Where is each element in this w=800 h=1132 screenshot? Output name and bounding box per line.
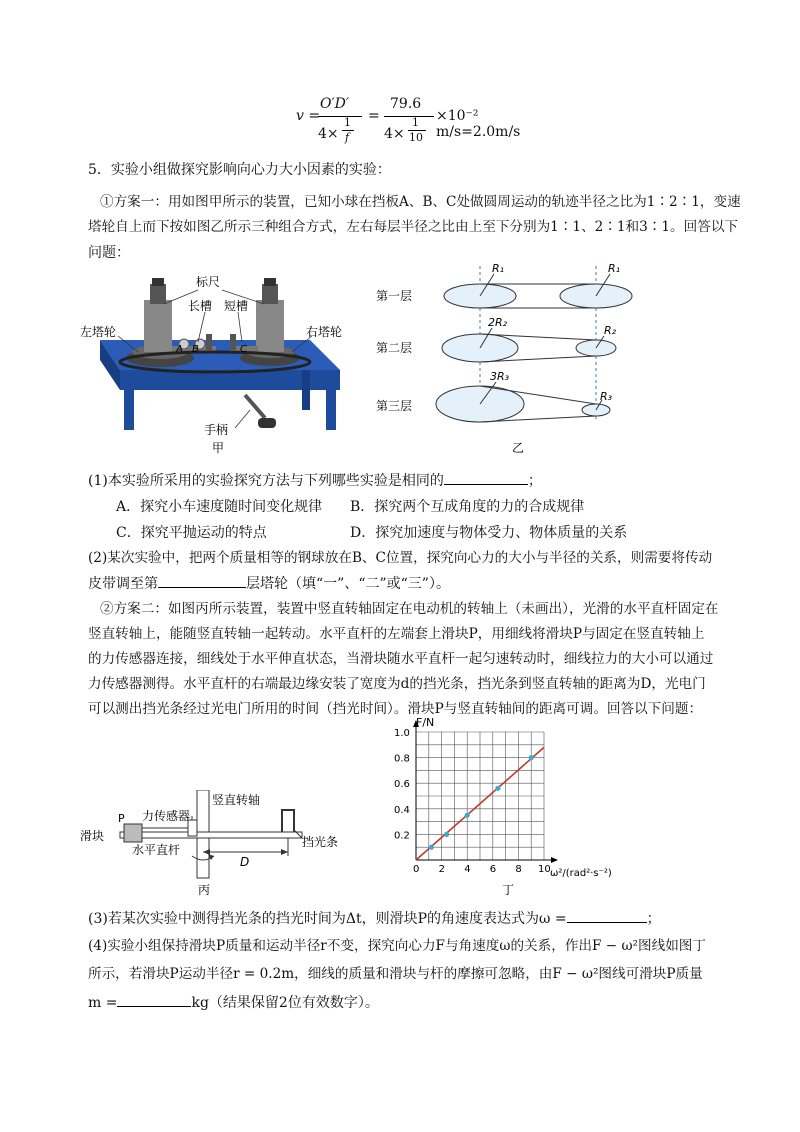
partition-right — [230, 334, 236, 350]
q5-p2-line4: 力传感器测得。水平直杆的右端最边缘安装了宽度为d的挡光条，挡光条到竖直转轴的距离为D，光电门 — [88, 676, 706, 692]
apparatus-leg-back — [302, 370, 310, 410]
formula-den1-den: f — [345, 131, 350, 144]
data-point-2 — [444, 832, 449, 837]
leader-duancao — [238, 312, 242, 342]
x-axis-arrow — [551, 857, 558, 863]
option-A[interactable]: A．探究小车速度随时间变化规律 — [116, 499, 323, 515]
label-lichuanganqi: 力传感器 — [142, 809, 191, 823]
chart-axes — [413, 720, 558, 863]
light-blocker — [282, 810, 294, 832]
partition — [206, 334, 212, 350]
q5-s2-text-b: 层塔轮（填“一”、“二”或“三”）。 — [246, 576, 450, 592]
label-D: D — [240, 855, 250, 869]
formula-den1-num: 1 — [344, 116, 351, 129]
label-layer2: 第二层 — [376, 341, 413, 355]
apparatus-leg-right — [326, 390, 336, 430]
label-layer3: 第三层 — [376, 399, 413, 413]
figure-jia — [80, 270, 370, 460]
horizontal-rod — [120, 832, 302, 838]
formula-lhs: v = — [296, 108, 321, 124]
caption-jia: 甲 — [212, 441, 225, 455]
caption-bing: 丙 — [198, 883, 211, 897]
formula-num1: O′D′ — [320, 96, 350, 112]
q5-s1 — [88, 470, 542, 491]
option-D[interactable]: D．探究加速度与物体受力、物体质量的关系 — [350, 525, 628, 541]
crank-handle — [258, 418, 276, 428]
chart-caption: 丁 — [502, 883, 515, 897]
figure-ding-chart — [380, 712, 640, 900]
q5-p2-line2: 竖直转轴上，能随竖直转轴一起转动。水平直杆的左端套上滑块P，用细线将滑块P与固定在竖直转轴上 — [88, 626, 705, 642]
formula-num2: 79.6 — [390, 96, 422, 112]
formula — [296, 96, 556, 150]
caption-yi: 乙 — [512, 441, 525, 455]
q5-p2-line5: 可以测出挡光条经过光电门所用的时间（挡光时间）。滑块P与竖直转轴间的距离可调。回答以下问题： — [88, 701, 703, 717]
right-column — [256, 300, 284, 352]
x-tick-label-8: 8 — [515, 864, 522, 875]
slider-P — [124, 824, 142, 842]
data-point-5 — [529, 755, 534, 760]
label-duancao: 短槽 — [224, 299, 249, 313]
q5-s2-line2 — [88, 573, 450, 594]
q5-s3-end: ； — [646, 911, 661, 927]
label-r1-left: R₁ — [492, 262, 505, 275]
left-scale-cap — [152, 278, 164, 286]
q5-s2-line1: (2)某次实验中，把两个质量相等的钢球放在B、C位置，探究向心力的大小与半径的关系，则需要将传动 — [88, 550, 713, 566]
formula-bar1 — [318, 116, 362, 117]
x-tick-label-0: 0 — [413, 864, 420, 875]
chart-ylabel: F/N — [416, 716, 435, 729]
answer-blank-1[interactable] — [444, 470, 528, 485]
label-shuiping: 水平直杆 — [132, 843, 181, 857]
option-C[interactable]: C．探究平抛运动的特点 — [116, 525, 267, 541]
label-r3-right: R₃ — [600, 390, 613, 403]
q5-s2-text-a: 皮带调至第 — [88, 576, 158, 592]
answer-blank-2[interactable] — [158, 573, 246, 588]
crank-shaft — [245, 395, 265, 418]
label-B: B — [192, 344, 199, 355]
formula-tail: ×10⁻² m/s=2.0m/s — [436, 108, 521, 140]
q5-p2-line3: 的力传感器连接，细线处于水平伸直状态，当滑块随水平直杆一起匀速转动时，细线拉力的大小可以通过 — [88, 651, 714, 667]
q5-s3 — [88, 908, 661, 929]
chart-grid — [416, 732, 544, 860]
leader-shoubing — [235, 410, 250, 428]
formula-den1: 4× — [318, 126, 339, 142]
label-huakuai: 滑块 — [80, 829, 105, 843]
label-P: P — [118, 812, 125, 825]
answer-blank-4[interactable] — [117, 992, 191, 1007]
q5-p1-line1: ①方案一：用如图甲所示的装置，已知小球在挡板A、B、C处做圆周运动的轨迹半径之比为1∶2∶1，变速 — [100, 194, 741, 210]
label-3r3: 3R₃ — [490, 370, 510, 383]
data-point-1 — [429, 845, 434, 850]
label-zuotalun: 左塔轮 — [80, 325, 117, 339]
q5-s4-line1: (4)实验小组保持滑块P质量和运动半径r不变，探究向心力F与角速度ω的关系，作出F − ω²图线如图丁 — [88, 938, 706, 954]
data-point-3 — [465, 813, 470, 818]
q5-s4-text-a: m = — [88, 995, 118, 1011]
label-layer1: 第一层 — [376, 289, 413, 303]
figure-bing — [80, 790, 370, 900]
x-tick-label-2: 2 — [438, 864, 445, 875]
label-dangguang: 挡光条 — [302, 835, 339, 849]
formula-bar2 — [384, 116, 434, 117]
q5-s4-line3 — [88, 992, 379, 1013]
dimension-D-arrow-r — [281, 849, 288, 855]
x-tick-label-4: 4 — [464, 864, 471, 875]
label-shoubing: 手柄 — [204, 423, 229, 437]
label-youtalun: 右塔轮 — [306, 325, 343, 339]
label-shuzhi: 竖直转轴 — [212, 793, 261, 807]
q5-s4-line2: 所示，若滑块P运动半径r = 0.2m，细线的质量和滑块与杆的摩擦可忽略，由F − ω²图线可滑块P质量 — [88, 966, 703, 982]
label-A: A — [176, 344, 183, 355]
label-changcao: 长槽 — [188, 299, 213, 313]
data-point-4 — [495, 786, 500, 791]
label-r2-right: R₂ — [604, 324, 617, 337]
q5-s1-end: ； — [527, 473, 542, 489]
leader-changcao — [198, 312, 205, 342]
formula-den2-den: 10 — [409, 131, 423, 144]
y-tick-label-1.0: 1.0 — [394, 728, 410, 739]
label-2r2: 2R₂ — [488, 316, 508, 329]
q5-p1-line2: 塔轮自上而下按如图乙所示三种组合方式，左右每层半径之比由上至下分别为1∶1、2∶1和3∶1。回答以下 — [88, 219, 739, 235]
q5-title: 5．实验小组做探究影响向心力大小因素的实验： — [88, 162, 391, 178]
answer-blank-3[interactable] — [567, 908, 647, 923]
label-r1-right: R₁ — [608, 262, 621, 275]
formula-den2-num: 1 — [412, 116, 419, 129]
figure-yi — [370, 262, 660, 462]
left-column — [144, 300, 172, 352]
x-tick-label-6: 6 — [489, 864, 497, 875]
option-B[interactable]: B．探究两个互成角度的力的合成规律 — [350, 499, 585, 515]
chart-ticks — [394, 728, 551, 875]
formula-eq: = — [368, 108, 380, 124]
label-biaochi: 标尺 — [196, 275, 221, 289]
y-tick-label-0.6: 0.6 — [394, 779, 410, 791]
formula-den2: 4× — [384, 126, 405, 142]
q5-p2-line1: ②方案二：如图丙所示装置，装置中竖直转轴固定在电动机的转轴上（未画出），光滑的水平直杆固定在 — [100, 601, 719, 617]
y-tick-label-0.4: 0.4 — [394, 804, 410, 816]
q5-s4-text-b: kg（结果保留2位有效数字）。 — [191, 995, 379, 1011]
chart-xlabel: ω²/(rad²·s⁻²) — [550, 868, 612, 879]
q5-s1-text: (1)本实验所采用的实验探究方法与下列哪些实验是相同的 — [88, 473, 444, 489]
right-scale-cap — [264, 278, 276, 286]
y-tick-label-0.2: 0.2 — [394, 830, 410, 842]
right-scale — [262, 284, 278, 304]
label-C: C — [240, 344, 247, 355]
apparatus-leg-left — [124, 390, 134, 430]
q5-s3-text: (3)若某次实验中测得挡光条的挡光时间为Δt，则滑块P的角速度表达式为ω = — [88, 911, 567, 927]
left-scale — [150, 284, 166, 304]
q5-p1-line3: 问题： — [88, 245, 130, 261]
y-tick-label-0.8: 0.8 — [394, 753, 410, 765]
x-tick-label-10: 10 — [538, 864, 551, 875]
